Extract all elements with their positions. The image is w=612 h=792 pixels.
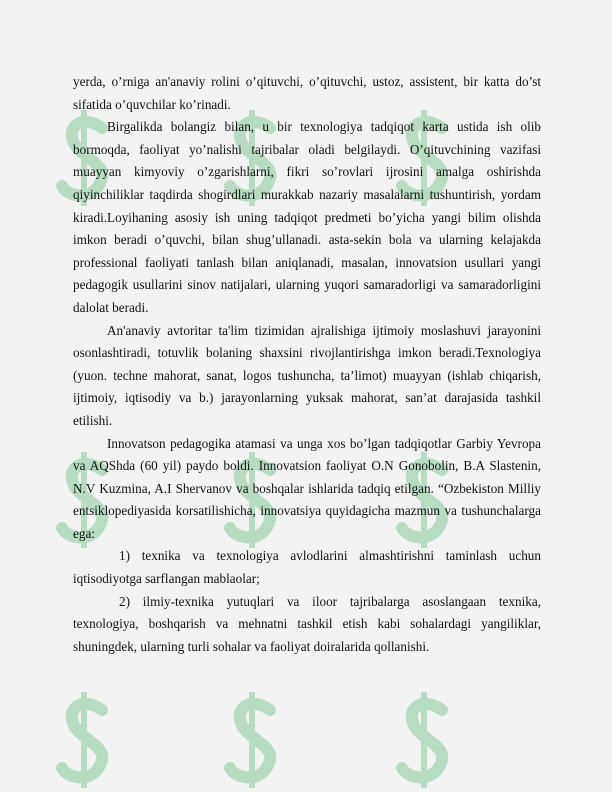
paragraph-technology-definition: An'anaviy avtoritar ta'lim tizimidan ajralishiga ijtimoiy moslashuvi jarayonini osonlashtiradi, totuvlik bolaning shaxsini rivojlantirishga imkon beradi.Texnologiya (yuon. techne mahorat, sanat, logos tushuncha, ta’limot) muayyan (ishlab chiqarish, ijtimoiy, iqtisodiy va b.) jarayonlarning yuksak mahorat, san’at darajasida tashkil etilishi. xyxy=(73,322,541,428)
watermark-icon xyxy=(392,690,462,790)
list-item-2: 2) ilmiy-texnika yutuqlari va iloor tajribalarga asoslangaan texnika, texnologiya, boshqarish va mehnatni tashkil etish kabi sohalardagi yangiliklar, shuningdek, ularning turli sohalar va faoliyat doiralarida qollanishi. xyxy=(73,593,541,654)
list-item-1: 1) texnika va texnologiya avlodlarini almashtirishni taminlash uchun iqtisodiyotga sarflangan mablaolar; xyxy=(73,548,541,587)
paragraph-teacher-role: Birgalikda bolangiz bilan, u bir texnologiya tadqiqot karta ustida ish olib bormoqda, faoliyat yo’nalishi tajribalar oladi belgilaydi. O’qituvchining vazifasi muayyan kimyoviy o’zgarishlarni, fikri so’rovlari ijrosini amalga oshirishda qiyinchiliklar taqdirda shogirdlari murakkab nazariy masalalarni tushuntirish, yordam kiradi.Loyihaning asosiy ish uning tadqiqot predmeti bo’yicha yangi bilim olishda imkon beradi o’quvchi, bilan shug’ullanadi. asta-sekin bola va ularning kelajakda professional faoliyati tanlash bilan aniqlanadi, masalan, innovatsion usullari yangi pedagogik usullarini sinov natijalari, ularning yuqori samaradorligi va samaradorligini dalolat beradi. xyxy=(73,119,541,315)
watermark-icon xyxy=(220,690,290,790)
watermark-icon xyxy=(52,690,122,790)
document-body xyxy=(73,71,541,658)
paragraph-innovation-pedagogy: Innovatson pedagogika atamasi va unga xos bo’lgan tadqiqotlar Garbiy Yevropa va AQShda (60 yil) paydo boldi. Innovatsion faoliyat O.N Gonobolin, B.A Slastenin, N.V Kuzmina, A.I Shervanov va boshqalar ishlarida tadqiq etilgan. “Ozbekiston Milliy entsiklopediyasida korsatilishicha, innovatsiya quyidagicha mazmun va tushunchalarga ega: xyxy=(73,435,541,541)
paragraph-continuation: yerda, o’rniga an'anaviy rolini o’qituvchi, o’qituvchi, ustoz, assistent, bir katta do’st sifatida o’quvchilar ko’rinadi. xyxy=(73,74,541,112)
